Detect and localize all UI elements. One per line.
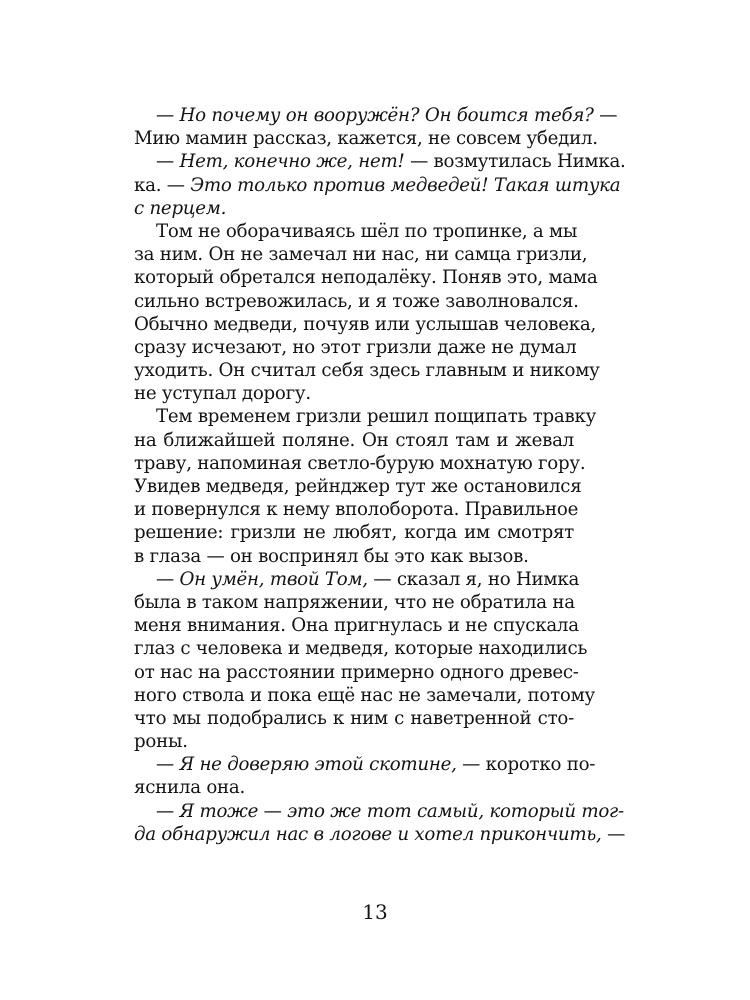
text-segment: — [156,754,180,776]
text-line [134,127,598,150]
text-line [134,452,586,475]
italic-text: Но почему он вооружён? Он боится тебя? [179,105,594,126]
text-line [134,521,574,544]
text-segment: — возмутилась Нимка. [404,151,626,173]
text-segment: за ним. Он не замечал ни нас, ни самца гризли, [134,244,588,266]
text-line [134,498,579,521]
text-line [134,661,579,684]
text-segment: ка. — [134,174,191,196]
text-line [134,382,574,405]
italic-text: Он умён, твой Том, [179,568,368,590]
text-segment: была в таком напряжении, что не обратила на [134,591,575,613]
text-segment: решение: гризли не любят, когда им смотрят [134,522,574,544]
text-line [134,545,574,568]
italic-text: Нет, конечно же, нет! [179,151,405,173]
text-segment: что мы подобрались к ним с наветренной сто- [134,707,574,729]
italic-text: да обнаружил нас в логове и хотел прикончить, [134,823,602,845]
italic-text: Это только против медведей! Такая штука [190,174,621,196]
text-line [134,174,621,197]
text-segment: — [156,568,180,590]
text-line [134,104,618,127]
text-line [134,614,579,637]
text-segment: Увидев медведя, рейнджер тут же остановился [134,476,582,497]
text-segment: глаз с человека и медведя, которые находились [134,638,588,660]
text-line [134,776,574,799]
text-line [134,266,598,289]
text-line [134,220,578,243]
text-line [134,707,574,730]
text-line [134,568,580,591]
text-line [134,637,588,660]
text-line [134,429,574,452]
text-segment: на ближайшей поляне. Он стоял там и жевал [134,429,574,451]
text-line [134,313,597,336]
text-segment: не уступал дорогу. [134,383,311,405]
text-segment: сразу исчезают, но этот гризли даже не думал [134,336,577,358]
text-line [134,823,626,846]
text-segment: — коротко по- [456,754,596,776]
italic-text: Я тоже — это же тот самый, который тог- [179,800,624,822]
text-segment: — [156,800,180,822]
text-segment: — [601,823,626,845]
text-line [134,243,588,266]
text-segment: сильно встревожилась, и я тоже заволновался. [134,290,579,312]
page-body [134,104,626,846]
text-segment: меня внимания. Она пригнулась и не спускала [134,615,579,637]
text-line [134,336,577,359]
text-segment: яснила она. [134,777,246,799]
text-line [134,730,574,753]
text-line [134,800,624,823]
text-segment: Мию мамин рассказ, кажется, не совсем убедил. [134,128,598,150]
italic-text: — [156,105,180,126]
text-segment: — [156,151,180,173]
text-line [134,591,574,614]
page-number: 13 [362,900,388,924]
text-segment: который обретался неподалёку. Поняв это, мама [134,267,598,289]
text-segment: и повернулся к нему вполоборота. Правильное [134,499,579,521]
text-segment: ного ствола и пока ещё нас не замечали, потому [134,684,595,706]
italic-text: с перцем. [134,197,227,219]
text-line [134,405,597,428]
text-segment: — сказал я, но Нимка [367,568,580,590]
text-line [134,150,626,173]
text-line [134,475,582,498]
text-segment: роны. [134,731,188,753]
text-line [134,684,595,707]
text-line [134,290,579,313]
text-segment: Тем временем гризли решил пощипать травку [156,406,597,428]
text-segment: Обычно медведи, почуяв или услышав человека, [134,313,597,335]
text-segment: — [593,105,618,126]
text-segment: в глаза — он воспринял бы это как вызов. [134,545,529,567]
text-segment: уходить. Он считал себя здесь главным и никому [134,360,600,382]
text-line [134,753,596,776]
text-line [134,197,574,220]
text-segment: траву, напоминая светло-бурую мохнатую гору. [134,452,586,474]
text-segment: Том не оборачиваясь шёл по тропинке, а мы [156,220,578,242]
text-segment: от нас на расстоянии примерно одного древес- [134,661,579,683]
italic-text: Я не доверяю этой скотине, [179,754,457,776]
text-line [134,359,600,382]
